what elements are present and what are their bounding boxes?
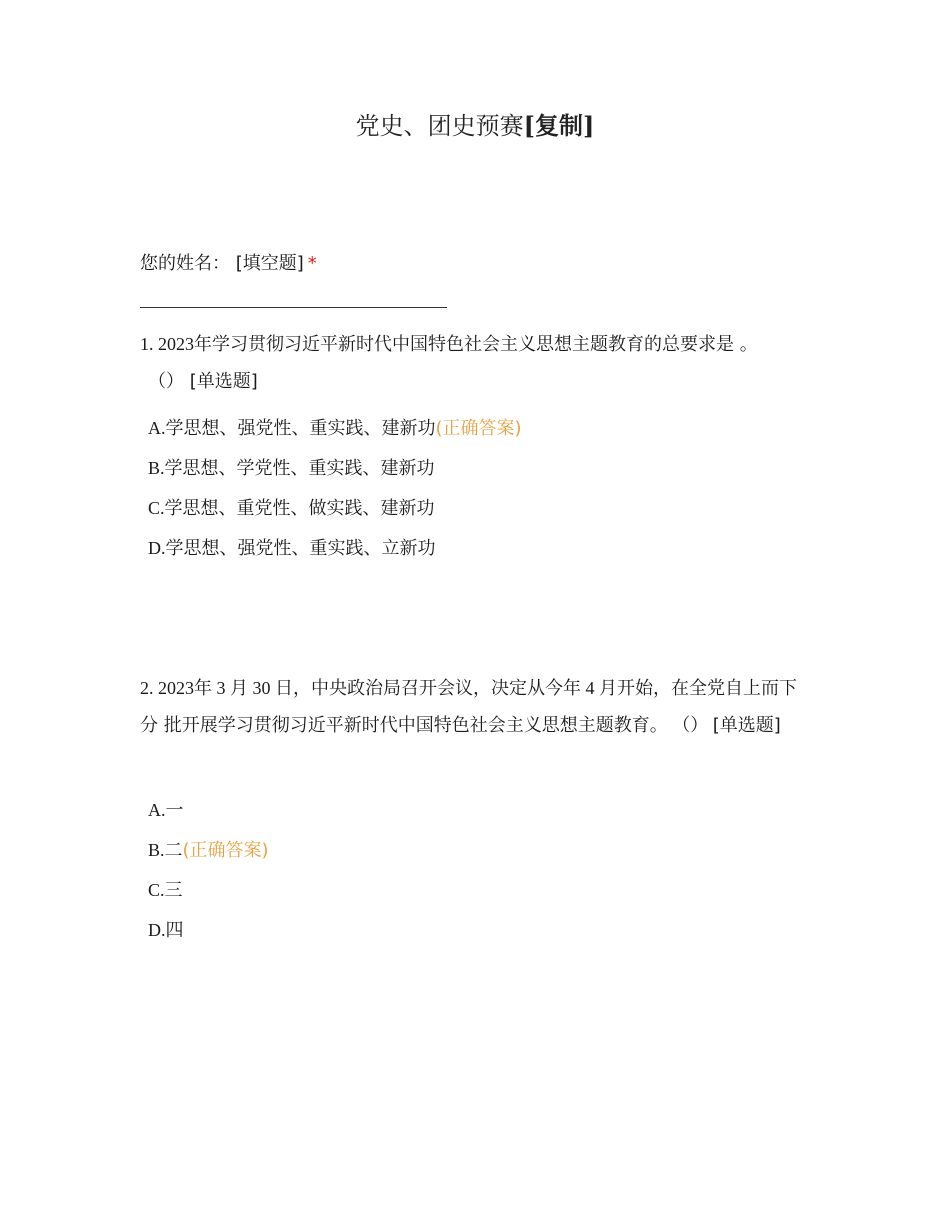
option-letter: B.: [148, 458, 165, 478]
option-d[interactable]: [148, 910, 269, 950]
question-1: [140, 326, 810, 400]
option-b[interactable]: [148, 830, 269, 870]
name-input-line[interactable]: [140, 307, 447, 308]
option-d[interactable]: [148, 528, 522, 568]
correct-answer-label: (正确答案): [435, 418, 522, 439]
question-type: [单选题]: [189, 371, 258, 392]
title-main: 党史、团史预赛: [355, 112, 524, 140]
option-letter: D.: [148, 538, 166, 558]
question-text: 月开始，在全党自上而下分 批开展学习贯彻习近平新时代中国特色社会主义思想主题教育。: [140, 678, 797, 736]
option-letter: C.: [148, 498, 165, 518]
name-label: 您的姓名：: [140, 253, 230, 274]
title-tag: [复制]: [523, 111, 595, 140]
question-meta: [140, 363, 810, 400]
question-number: 1. 2023: [140, 334, 194, 354]
question-text: 月: [230, 678, 248, 699]
question-type: [单选题]: [712, 715, 781, 736]
option-b[interactable]: [148, 448, 522, 488]
question-1-options: [148, 408, 522, 568]
option-text: 四: [165, 920, 184, 941]
option-a[interactable]: [148, 408, 522, 448]
question-blank: （）: [672, 715, 709, 736]
question-number: 2. 2023: [140, 678, 194, 698]
required-mark: *: [307, 253, 317, 274]
option-text: 学思想、强党性、重实践、建新功: [165, 418, 436, 439]
option-text: 学思想、学党性、重实践、建新功: [164, 458, 435, 479]
option-letter: D.: [148, 920, 166, 940]
question-text: 3: [216, 678, 226, 698]
option-letter: A.: [148, 800, 166, 820]
option-text: 二: [164, 840, 183, 861]
question-text: 年: [194, 678, 212, 699]
question-2: [140, 670, 810, 744]
question-blank: （）: [148, 371, 184, 392]
name-type: [填空题]: [235, 253, 304, 274]
question-2-options: [148, 790, 269, 950]
option-text: 一: [165, 800, 184, 821]
option-text: 学思想、重党性、做实践、建新功: [164, 498, 435, 519]
option-c[interactable]: [148, 488, 522, 528]
question-text: 年学习贯彻习近平新时代中国特色社会主义思想主题教育的总要求是 。: [194, 334, 758, 355]
option-letter: C.: [148, 880, 165, 900]
question-text: 4: [585, 678, 595, 698]
option-text: 学思想、强党性、重实践、立新功: [165, 538, 436, 559]
question-text: 30: [252, 678, 271, 698]
option-a[interactable]: [148, 790, 269, 830]
name-question: [140, 250, 317, 278]
question-text: 日，中央政治局召开会议，决定从今年: [275, 678, 581, 699]
option-letter: A.: [148, 418, 166, 438]
page-title: [0, 108, 950, 144]
option-c[interactable]: [148, 870, 269, 910]
correct-answer-label: (正确答案): [182, 840, 269, 861]
option-letter: B.: [148, 840, 165, 860]
option-text: 三: [164, 880, 183, 901]
